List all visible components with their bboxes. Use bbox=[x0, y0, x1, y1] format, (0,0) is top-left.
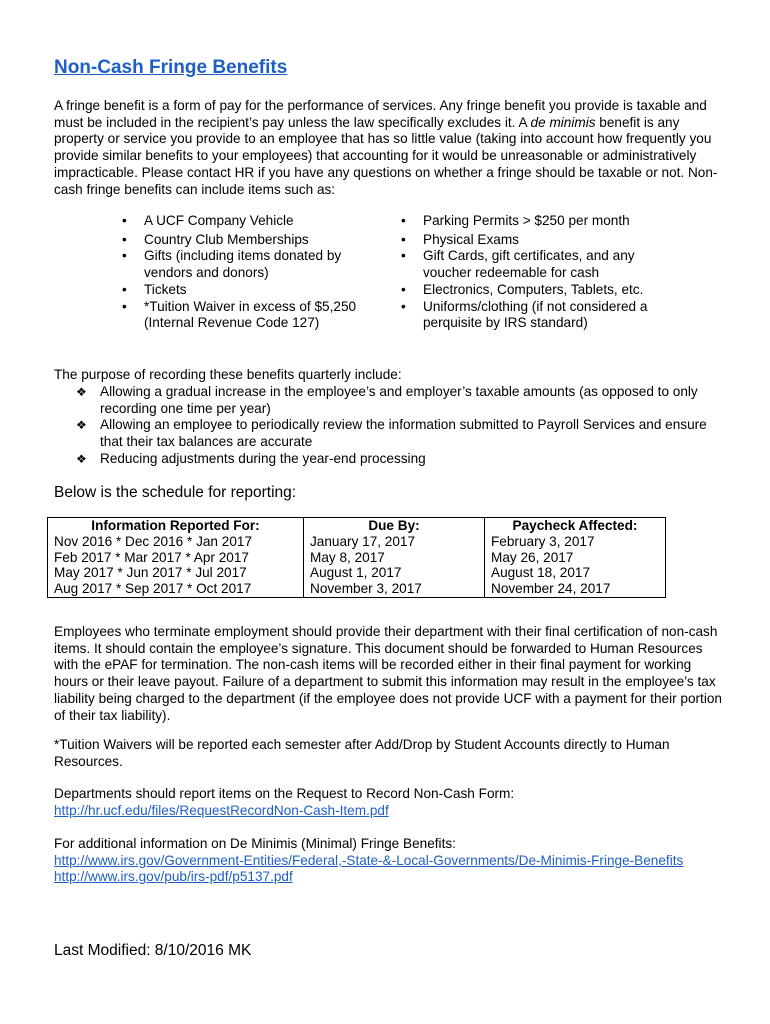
table-cell: August 18, 2017 bbox=[485, 565, 666, 581]
purpose-item-text: Allowing a gradual increase in the employee’s and employer’s taxable amounts (as opposed to only recording one time per year) bbox=[100, 384, 698, 416]
additional-info-section bbox=[54, 836, 724, 886]
intro-text-start: A fringe benefit is a form of pay for the performance of services. Any fringe benefit you provide is taxable and must be included in the recipient’s pay unless the law specifically excludes it. A bbox=[54, 98, 707, 130]
intro-italic-term: de minimis bbox=[530, 114, 596, 130]
table-cell: Aug 2017 * Sep 2017 * Oct 2017 bbox=[48, 581, 304, 597]
schedule-lead: Below is the schedule for reporting: bbox=[54, 484, 297, 501]
table-cell: February 3, 2017 bbox=[485, 534, 666, 550]
de-minimis-link[interactable]: http://www.irs.gov/Government-Entities/Federal,-State-&-Local-Governments/De-Minimis-Fringe-Benefits bbox=[54, 852, 684, 868]
diamond-bullet-icon: ❖ bbox=[76, 385, 87, 399]
list-item: • Physical Exams bbox=[397, 232, 677, 249]
list-item: • Gift Cards, gift certificates, and any voucher redeemable for cash bbox=[397, 248, 677, 281]
list-item: • Tickets bbox=[118, 282, 378, 299]
list-item: • Electronics, Computers, Tablets, etc. bbox=[397, 282, 677, 299]
table-header-row bbox=[48, 518, 666, 534]
benefits-list-right bbox=[397, 213, 677, 332]
table-cell: November 24, 2017 bbox=[485, 581, 666, 597]
purpose-lead: The purpose of recording these benefits quarterly include: bbox=[54, 367, 402, 382]
list-item bbox=[76, 451, 716, 468]
list-item: • Parking Permits > $250 per month bbox=[397, 213, 677, 230]
list-item bbox=[76, 417, 716, 450]
tuition-paragraph: *Tuition Waivers will be reported each semester after Add/Drop by Student Accounts directly to Human Resources. bbox=[54, 737, 670, 769]
list-item bbox=[76, 384, 716, 417]
table-cell: Feb 2017 * Mar 2017 * Apr 2017 bbox=[48, 550, 304, 566]
diamond-bullet-icon: ❖ bbox=[76, 418, 87, 433]
column-header-info: Information Reported For: bbox=[48, 518, 304, 534]
column-header-due: Due By: bbox=[304, 518, 485, 534]
purpose-item-text: Allowing an employee to periodically review the information submitted to Payroll Services and ensure that their tax balances are accurate bbox=[100, 417, 707, 450]
schedule-table bbox=[47, 517, 666, 598]
table-row bbox=[48, 534, 666, 550]
list-item: • *Tuition Waiver in excess of $5,250 (Internal Revenue Code 127) bbox=[118, 299, 378, 332]
intro-paragraph bbox=[54, 98, 724, 198]
last-modified: Last Modified: 8/10/2016 MK bbox=[54, 942, 252, 959]
list-item: • A UCF Company Vehicle bbox=[118, 213, 378, 230]
table-row bbox=[48, 581, 666, 597]
request-form-link[interactable]: http://hr.ucf.edu/files/RequestRecordNon-Cash-Item.pdf bbox=[54, 802, 389, 818]
purpose-list bbox=[76, 384, 716, 468]
departments-section bbox=[54, 786, 724, 819]
departments-text: Departments should report items on the Request to Record Non-Cash Form: bbox=[54, 786, 515, 801]
list-item: • Country Club Memberships bbox=[118, 232, 378, 249]
termination-paragraph: Employees who terminate employment should provide their department with their final certification of non-cash items. It should contain the employee’s signature. This document should be forwarded to Human Resources with the ePAF for termination. The non-cash items will be recorded either in their final payment for working hours or their leave payout. Failure of a department to submit this information may result in the employee’s tax liability being charged to the department (if the employee does not provide UCF with a payment for their portion of their tax liability). bbox=[54, 624, 722, 723]
page-title: Non-Cash Fringe Benefits bbox=[54, 57, 288, 78]
table-cell: May 26, 2017 bbox=[485, 550, 666, 566]
table-cell: January 17, 2017 bbox=[304, 534, 485, 550]
table-cell: Nov 2016 * Dec 2016 * Jan 2017 bbox=[48, 534, 304, 550]
table-cell: August 1, 2017 bbox=[304, 565, 485, 581]
intro-text-end: benefit is any property or service you provide to an employee that has so little value (taking into account how frequently you provide similar benefits to your employees) that accounting for it would be unreasonable or administratively impracticable. Please contact HR if you have any questions on whether a fringe should be taxable or not. Non-cash fringe benefits can include items such as: bbox=[54, 114, 718, 197]
additional-info-text: For additional information on De Minimis (Minimal) Fringe Benefits: bbox=[54, 836, 456, 851]
table-row bbox=[48, 550, 666, 566]
purpose-item-text: Reducing adjustments during the year-end processing bbox=[100, 450, 426, 466]
list-item: • Gifts (including items donated by vendors and donors) bbox=[118, 248, 378, 281]
column-header-paycheck: Paycheck Affected: bbox=[485, 518, 666, 534]
table-cell: May 8, 2017 bbox=[304, 550, 485, 566]
table-row bbox=[48, 565, 666, 581]
list-item: • Uniforms/clothing (if not considered a perquisite by IRS standard) bbox=[397, 299, 677, 332]
benefits-list-left bbox=[118, 213, 378, 332]
table-cell: May 2017 * Jun 2017 * Jul 2017 bbox=[48, 565, 304, 581]
irs-pub-link[interactable]: http://www.irs.gov/pub/irs-pdf/p5137.pdf bbox=[54, 869, 293, 885]
table-cell: November 3, 2017 bbox=[304, 581, 485, 597]
diamond-bullet-icon: ❖ bbox=[76, 451, 87, 466]
